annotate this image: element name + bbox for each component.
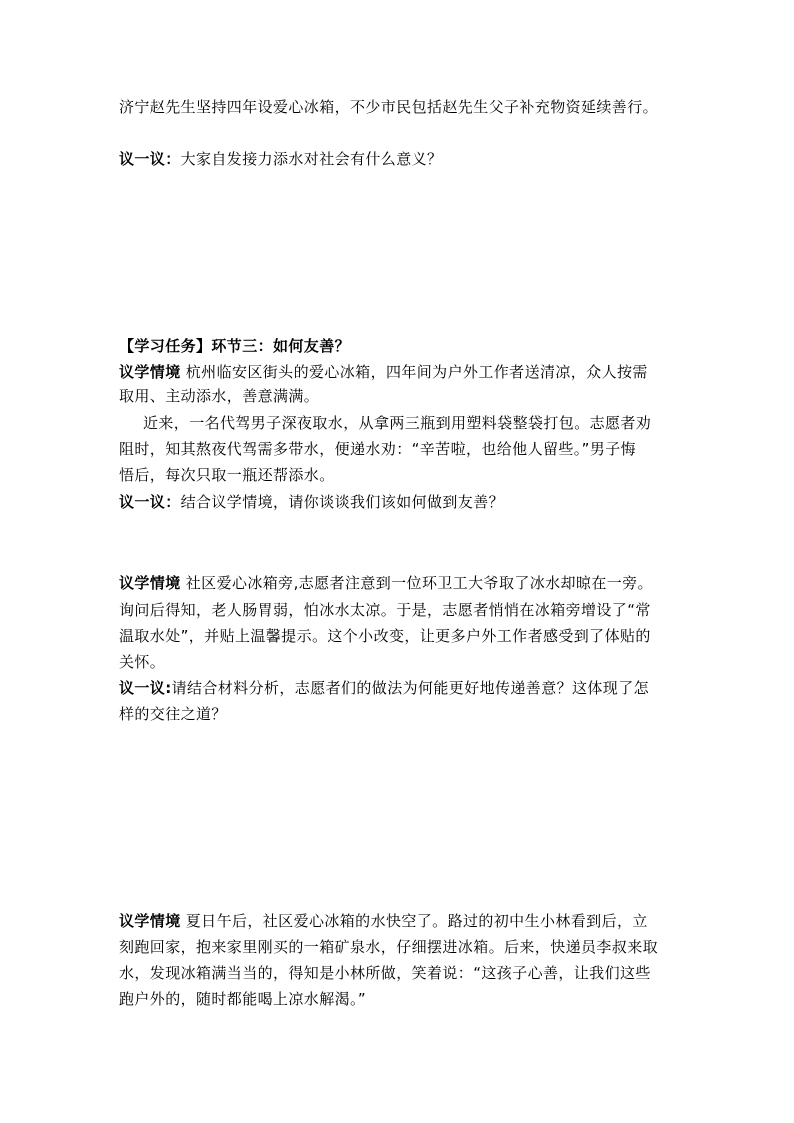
question-label: 议一议：: [119, 150, 181, 168]
scene-line: [119, 989, 679, 1009]
scene-line: [119, 652, 679, 672]
discussion-question-1: [119, 149, 679, 169]
question-label: 议一议：: [119, 493, 181, 511]
section-heading: [119, 336, 679, 356]
scene-line: [119, 465, 679, 485]
paragraph-text: 济宁赵先生坚持四年设爱心冰箱，不少市民包括赵先生父子补充物资延续善行。: [119, 98, 659, 116]
scene-text: 跑户外的，随时都能喝上凉水解渴。”: [119, 990, 367, 1008]
scene-label: 议学情境: [119, 912, 181, 930]
scene-line: [119, 362, 679, 382]
discussion-question-2: [119, 492, 679, 512]
scene-line: [119, 937, 679, 957]
scene-line: [119, 573, 679, 593]
scene-label: 议学情境: [119, 574, 181, 592]
scene-line: [119, 600, 679, 620]
scene-line: [119, 963, 679, 983]
scene-line: [119, 911, 679, 931]
scene-line: [119, 439, 679, 459]
question-text: 大家自发接力添水对社会有什么意义？: [180, 150, 443, 168]
scene-line: [119, 386, 679, 406]
scene-text: 询问后得知，老人肠胃弱，怕冰水太凉。于是，志愿者悄悄在冰箱旁增设了“常: [119, 601, 651, 619]
question-line: [119, 704, 679, 724]
question-text: 请结合材料分析，志愿者们的做法为何能更好地传递善意？这体现了怎: [171, 679, 650, 697]
scene-text: 温取水处”，并贴上温馨提示。这个小改变，让更多户外工作者感受到了体贴的: [119, 627, 651, 645]
scene-text: 阻时，知其熬夜代驾需多带水，便递水劝：“辛苦啦，也给他人留些。”男子悔: [119, 440, 637, 458]
scene-line: [143, 413, 703, 433]
scene-text: 取用、主动添水，善意满满。: [119, 387, 320, 405]
question-text: 结合议学情境，请你谈谈我们该如何做到友善？: [180, 493, 505, 511]
scene-text: 悟后，每次只取一瓶还帮添水。: [119, 466, 335, 484]
scene-text: 刻跑回家，抱来家里刚买的一箱矿泉水，仔细摆进冰箱。后来，快递员李叔来取: [119, 938, 659, 956]
section-heading-text: 【学习任务】环节三：如何友善？: [119, 337, 351, 355]
question-text: 样的交往之道？: [119, 705, 227, 723]
scene-text: 关怀。: [119, 653, 166, 671]
scene-text: 水，发现冰箱满当当的，得知是小林所做，笑着说：“这孩子心善，让我们这些: [119, 964, 651, 982]
discussion-question-3: [119, 678, 679, 698]
scene-label: 议学情境: [119, 363, 181, 381]
scene-text: 近来，一名代驾男子深夜取水，从拿两三瓶到用塑料袋整袋打包。志愿者劝: [143, 414, 652, 432]
scene-text: 杭州临安区街头的爱心冰箱，四年间为户外工作者送清凉，众人按需: [185, 363, 648, 381]
scene-text: 夏日午后，社区爱心冰箱的水快空了。路过的初中生小林看到后，立: [185, 912, 648, 930]
scene-text: 社区爱心冰箱旁,志愿者注意到一位环卫工大爷取了冰水却晾在一旁。: [185, 574, 653, 592]
question-label: 议一议:: [119, 679, 172, 697]
scene-line: [119, 626, 679, 646]
paragraph-zhao-fridge: [119, 97, 679, 117]
